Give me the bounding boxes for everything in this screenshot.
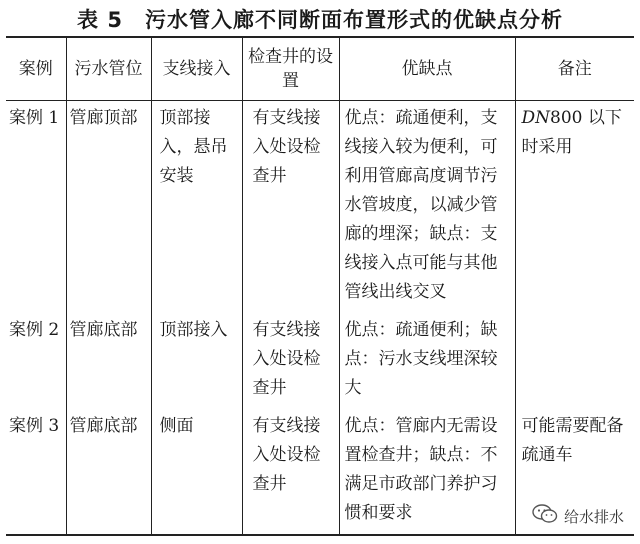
cell-position: 管廊底部 <box>66 409 151 535</box>
header-pros-cons: 优缺点 <box>339 37 515 101</box>
cell-well: 有支线接入处设检查井 <box>242 409 339 535</box>
cell-position: 管廊顶部 <box>66 101 151 314</box>
comparison-table <box>6 36 634 536</box>
table-title: 表 5 污水管入廊不同断面布置形式的优缺点分析 <box>77 8 563 32</box>
cell-well: 有支线接入处设检查井 <box>242 313 339 409</box>
cell-well: 有支线接入处设检查井 <box>242 101 339 314</box>
watermark-text: 给水排水 <box>563 507 624 526</box>
wechat-icon <box>532 504 558 528</box>
cell-branch: 侧面 <box>151 409 242 535</box>
cell-case: 案例 1 <box>9 108 60 128</box>
cell-pros-cons: 优点：疏通便利；缺点：污水支线埋深较大 <box>339 313 515 409</box>
cell-branch: 顶部接入 <box>151 313 242 409</box>
header-well: 检查井的设置 <box>242 37 339 101</box>
cell-note: 可能需要配备疏通车 <box>515 409 634 535</box>
cell-pros-cons: 优点：管廊内无需设置检查井；缺点：不满足市政部门养护习惯和要求 <box>339 409 515 535</box>
cell-case: 案例 3 <box>9 416 60 436</box>
watermark <box>532 504 624 528</box>
cell-case: 案例 2 <box>9 320 60 340</box>
header-case: 案例 <box>18 59 53 79</box>
header-note: 备注 <box>515 37 634 101</box>
header-branch: 支线接入 <box>151 37 242 101</box>
cell-position: 管廊底部 <box>66 313 151 409</box>
table-row <box>6 101 634 314</box>
cell-note-text: 800 以下时采用 <box>521 108 622 157</box>
cell-note-dn: DN <box>521 108 551 128</box>
cell-note <box>515 313 634 409</box>
cell-note <box>515 101 634 314</box>
table-row <box>6 313 634 409</box>
table-header-row <box>6 37 634 101</box>
cell-pros-cons: 优点：疏通便利，支线接入较为便利，可利用管廊高度调节污水管坡度，以减少管廊的埋深；缺点：支线接入点可能与其他管线出线交叉 <box>339 101 515 314</box>
header-position: 污水管位 <box>66 37 151 101</box>
cell-branch: 顶部接入，悬吊安装 <box>151 101 242 314</box>
